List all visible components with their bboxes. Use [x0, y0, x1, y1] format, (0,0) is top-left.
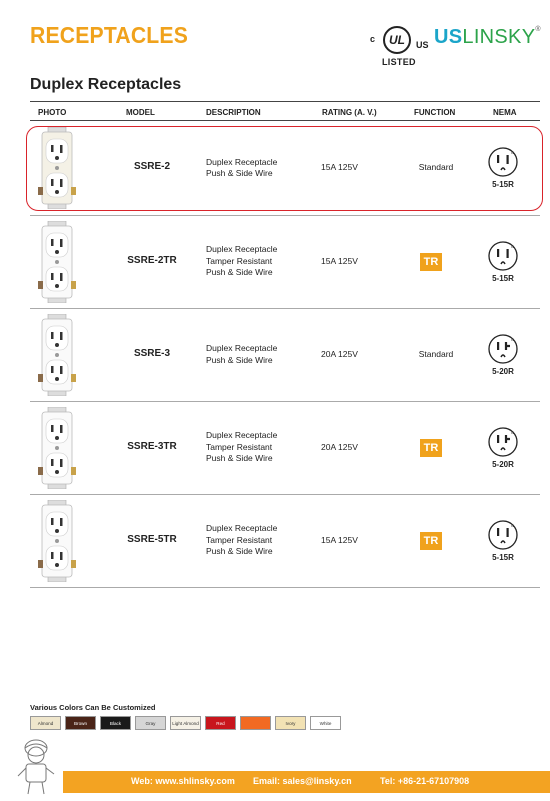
color-swatch: Gray: [135, 716, 166, 730]
nema-cell: [483, 426, 523, 469]
table-bottom-rule: [30, 587, 540, 588]
svg-text:G: G: [511, 429, 515, 435]
description-line: Push & Side Wire: [206, 168, 273, 178]
rating-cell: 15A 125V: [321, 534, 358, 545]
receptacle-photo: [38, 407, 76, 494]
ul-logo: UL: [383, 26, 411, 54]
colors-title: Various Colors Can Be Customized: [30, 703, 156, 712]
tr-badge: TR: [420, 253, 442, 271]
color-swatch: Ivory: [275, 716, 306, 730]
color-swatch: Light Almond: [170, 716, 201, 730]
color-swatch: White: [310, 716, 341, 730]
function-cell: Standard: [418, 348, 454, 359]
table-row: [30, 401, 540, 494]
color-swatch: Brown: [65, 716, 96, 730]
description-line: Push & Side Wire: [206, 267, 273, 278]
row-divider: [30, 494, 540, 495]
description-cell: [206, 343, 277, 366]
row-divider: [30, 401, 540, 402]
svg-text:G: G: [511, 522, 515, 528]
brand-logo: [434, 26, 541, 49]
description-line: Duplex Receptacle: [206, 523, 278, 534]
description-line: Tamper Resistant: [206, 534, 273, 545]
description-line: Duplex Receptacle: [206, 343, 278, 353]
model-cell: SSRE-3TR: [127, 440, 177, 452]
nema-label: 5-15R: [492, 180, 514, 189]
model-cell: SSRE-2: [133, 161, 171, 172]
tr-badge: TR: [420, 532, 442, 550]
description-line: Duplex Receptacle: [206, 156, 278, 167]
table-row: [30, 215, 540, 308]
description-cell: [206, 430, 277, 465]
table-row: [30, 308, 540, 401]
description-line: Push & Side Wire: [206, 453, 273, 464]
header-model: MODEL: [126, 108, 155, 117]
nema-outlet-icon: [487, 426, 519, 458]
rating-cell: 15A 125V: [321, 255, 358, 266]
nema-label: 5-20R: [492, 366, 514, 376]
rating-cell: 20A 125V: [321, 348, 358, 359]
row-divider: [30, 215, 540, 216]
footer-web[interactable]: Web: www.shlinsky.com: [131, 776, 235, 786]
row-divider: [30, 308, 540, 309]
header-nema: NEMA: [493, 108, 517, 117]
description-line: Duplex Receptacle: [206, 430, 278, 441]
nema-cell: [483, 519, 523, 562]
nema-label: 5-20R: [492, 459, 514, 469]
nema-outlet-icon: [487, 240, 519, 272]
nema-outlet-icon: [487, 519, 519, 551]
brand-reg: ®: [535, 26, 541, 33]
description-line: Push & Side Wire: [206, 354, 273, 365]
section-title: Duplex Receptacles: [30, 76, 182, 93]
nema-outlet-icon: [487, 333, 519, 365]
description-line: Duplex Receptacle: [206, 244, 278, 255]
highlight-frame: [26, 126, 543, 211]
contact-footer: [63, 771, 550, 793]
table-row: [30, 494, 540, 587]
receptacle-photo: [38, 500, 76, 587]
svg-text:G: G: [511, 243, 515, 249]
ul-listed-mark: [370, 24, 428, 70]
nema-label: 5-15R: [492, 552, 514, 562]
header-rating: RATING (A. V.): [322, 108, 377, 117]
color-swatch: Black: [100, 716, 131, 730]
rating-cell: 15A 125V: [321, 162, 358, 172]
nema-label: 5-15R: [492, 273, 514, 283]
model-cell: SSRE-2TR: [127, 254, 177, 266]
rating-cell: 20A 125V: [321, 441, 358, 452]
ul-listed-label: LISTED: [382, 57, 416, 67]
svg-text:G: G: [511, 150, 515, 155]
brand-linsky: LINSKY: [462, 26, 536, 48]
svg-text:G: G: [511, 336, 515, 342]
description-line: Push & Side Wire: [206, 546, 273, 557]
model-cell: SSRE-3: [133, 347, 171, 359]
nema-cell: [483, 333, 523, 376]
footer-tel[interactable]: Tel: +86-21-67107908: [380, 776, 470, 786]
color-swatch: [240, 716, 271, 730]
model-cell: SSRE-5TR: [127, 533, 177, 545]
function-cell: Standard: [418, 162, 454, 172]
table-top-rule: [30, 101, 540, 102]
color-swatch: Almond: [30, 716, 61, 730]
color-swatches: [30, 716, 341, 730]
header-description: DESCRIPTION: [206, 108, 261, 117]
header-photo: PHOTO: [38, 108, 67, 117]
receptacle-photo: [38, 221, 76, 308]
mascot-illustration: [14, 738, 58, 801]
description-line: Tamper Resistant: [206, 255, 273, 266]
description-cell: [206, 523, 277, 558]
description-line: Tamper Resistant: [206, 441, 273, 452]
description-cell: [206, 244, 277, 279]
color-swatch: Red: [205, 716, 236, 730]
tr-badge: TR: [420, 439, 442, 457]
brand-us: US: [434, 26, 463, 48]
header-function: FUNCTION: [414, 108, 456, 117]
ul-c-label: c: [370, 34, 376, 44]
page-title: RECEPTACLES: [30, 22, 189, 48]
ul-us-label: US: [416, 40, 429, 50]
footer-email[interactable]: Email: sales@linsky.cn: [253, 776, 352, 786]
receptacle-photo: [38, 314, 76, 401]
nema-cell: [483, 240, 523, 283]
